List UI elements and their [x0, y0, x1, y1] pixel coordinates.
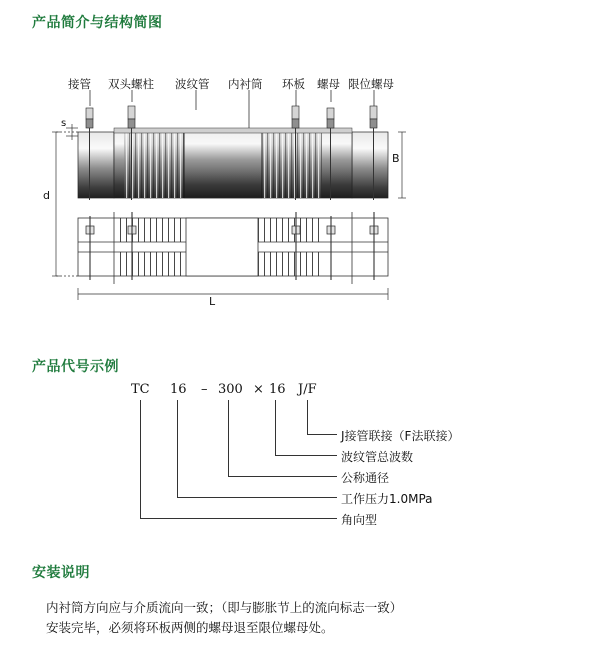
code-token-times: ×	[253, 382, 264, 397]
dimension-label-s: s	[61, 118, 67, 129]
callout-label-5: 螺母	[317, 77, 340, 91]
code-token-waves: 16	[269, 382, 286, 397]
product-code-example	[0, 372, 600, 542]
code-token-pressure: 16	[170, 382, 187, 397]
callout-label-3: 内衬筒	[228, 77, 263, 91]
leader-stem-diameter	[228, 400, 229, 476]
callout-label-1: 双头螺柱	[108, 77, 154, 91]
callout-label-6: 限位螺母	[348, 77, 394, 91]
install-note-line-2: 安装完毕，必须将环板两侧的螺母退至限位螺母处。	[46, 620, 334, 635]
leader-arm-pressure	[177, 497, 337, 498]
section-title-code: 产品代号示例	[32, 359, 119, 375]
leader-stem-waves	[275, 400, 276, 455]
leader-arm-type	[140, 518, 337, 519]
code-legend-joint: J接管联接（F法联接）	[341, 429, 460, 443]
code-token-diameter: 300	[218, 382, 243, 397]
code-legend-type: 角向型	[341, 513, 378, 527]
code-legend-pressure: 工作压力1.0MPa	[341, 492, 433, 506]
callout-label-4: 环板	[282, 77, 305, 91]
code-token-joint: J/F	[298, 382, 317, 397]
install-notes	[46, 598, 566, 638]
code-token-type: TC	[131, 382, 150, 397]
section-title-structure: 产品简介与结构简图	[32, 15, 163, 31]
dimension-label-d: d	[43, 189, 50, 202]
perspective-view	[78, 106, 388, 200]
dimension-label-L: L	[209, 295, 216, 308]
leader-arm-waves	[275, 455, 337, 456]
dimension-label-B: B	[392, 152, 400, 165]
section-title-install: 安装说明	[32, 565, 90, 581]
leader-stem-type	[140, 400, 141, 518]
leader-arm-diameter	[228, 476, 337, 477]
structure-diagram	[0, 40, 600, 340]
code-legend-diameter: 公称通径	[341, 471, 390, 485]
code-token-dash: –	[201, 382, 208, 397]
leader-arm-joint	[307, 434, 337, 435]
callout-label-2: 波纹管	[175, 77, 210, 91]
leader-stem-joint	[307, 400, 308, 434]
leader-stem-pressure	[177, 400, 178, 497]
code-legend-waves: 波纹管总波数	[341, 450, 414, 464]
section-view	[78, 212, 388, 284]
callout-label-0: 接管	[68, 77, 91, 91]
install-note-line-1: 内衬筒方向应与介质流向一致；（即与膨胀节上的流向标志一致）	[46, 600, 403, 615]
